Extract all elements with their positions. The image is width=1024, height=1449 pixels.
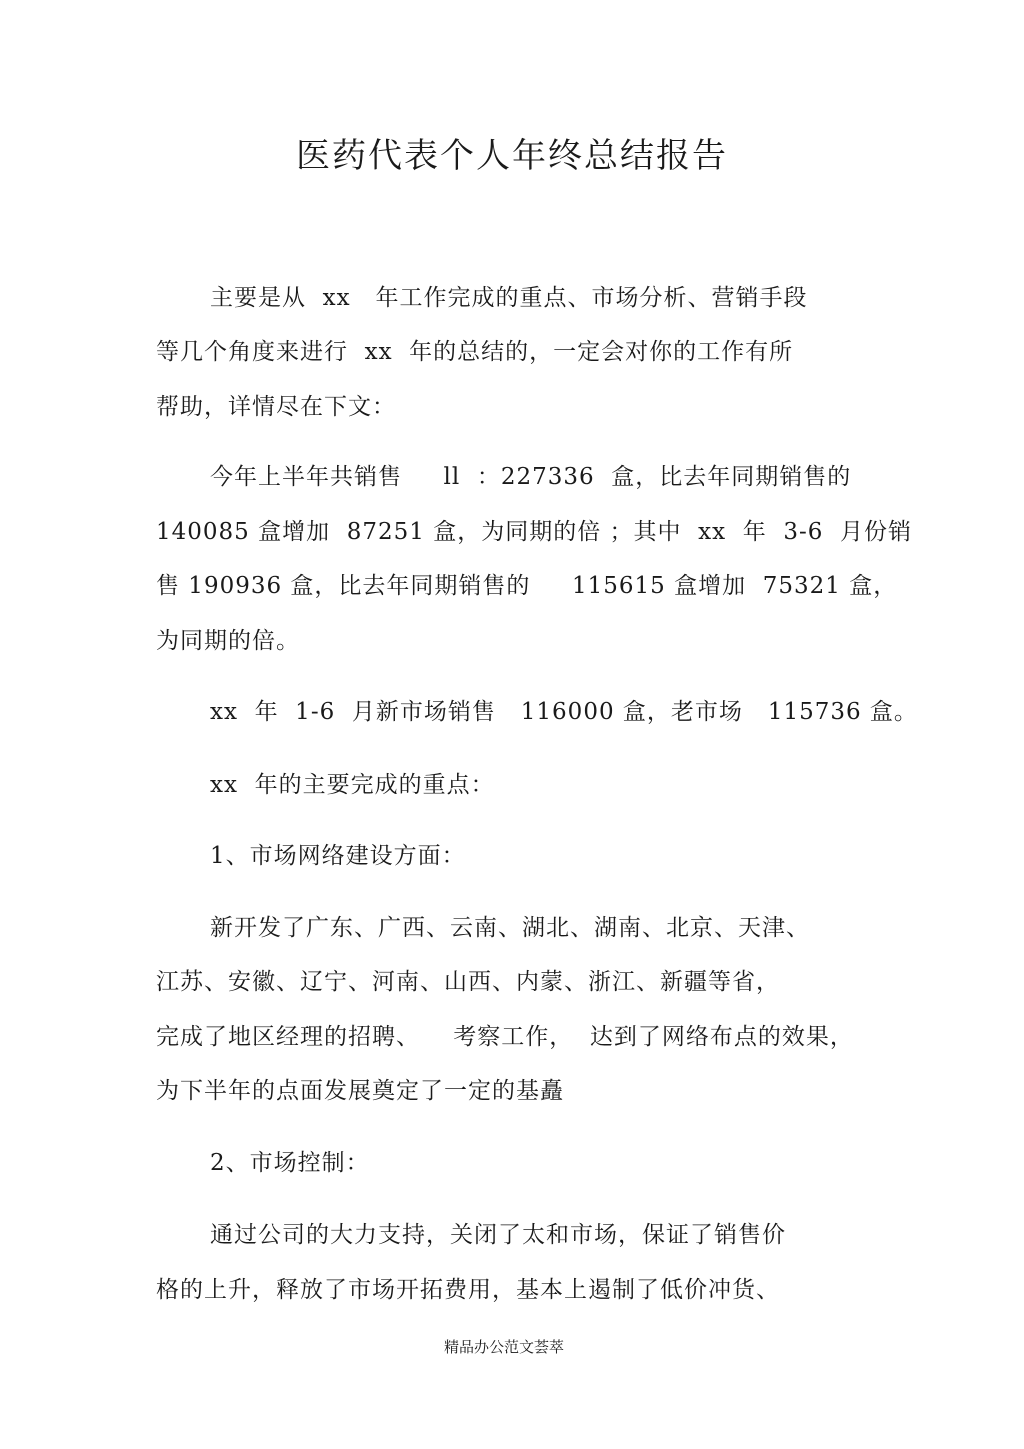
paragraph-line-12: 完成了地区经理的招聘、 考察工作， 达到了网络布点的效果， bbox=[156, 1024, 854, 1050]
paragraph-line-13: 为下半年的点面发展奠定了一定的基矗 bbox=[156, 1078, 564, 1104]
paragraph-line-3: 帮助，详情尽在下文： bbox=[156, 394, 396, 420]
paragraph-line-7: 为同期的倍。 bbox=[156, 628, 300, 654]
paragraph-line-9: xx 年的主要完成的重点： bbox=[210, 772, 495, 798]
paragraph-line-1: 主要是从 xx 年工作完成的重点、市场分析、营销手段 bbox=[210, 285, 808, 311]
paragraph-line-15: 格的上升，释放了市场开拓费用，基本上遏制了低价冲货、 bbox=[156, 1277, 780, 1303]
paragraph-line-8: xx 年 1-6 月新市场销售 116000 盒，老市场 115736 盒。 bbox=[210, 699, 918, 725]
paragraph-line-11: 江苏、安徽、辽宁、河南、山西、内蒙、浙江、新疆等省， bbox=[156, 969, 780, 995]
section-heading-1: 1、市场网络建设方面： bbox=[210, 843, 466, 869]
paragraph-line-6: 售 190936 盒，比去年同期销售的 115615 盒增加 75321 盒， bbox=[156, 573, 898, 599]
page-footer: 精品办公范文荟萃 bbox=[443, 1338, 564, 1356]
document-title: 医药代表个人年终总结报告 bbox=[296, 136, 728, 176]
section-heading-2: 2、市场控制： bbox=[210, 1150, 370, 1176]
paragraph-line-14: 通过公司的大力支持，关闭了太和市场，保证了销售价 bbox=[210, 1222, 786, 1248]
paragraph-line-5: 140085 盒增加 87251 盒，为同期的倍 ；其中 xx 年 3-6 月份销 bbox=[156, 519, 912, 545]
paragraph-line-4: 今年上半年共销售 ll ：227336 盒，比去年同期销售的 bbox=[210, 464, 852, 490]
paragraph-line-10: 新开发了广东、广西、云南、湖北、湖南、北京、天津、 bbox=[210, 915, 810, 941]
paragraph-line-2: 等几个角度来进行 xx 年的总结的，一定会对你的工作有所 bbox=[156, 339, 794, 365]
